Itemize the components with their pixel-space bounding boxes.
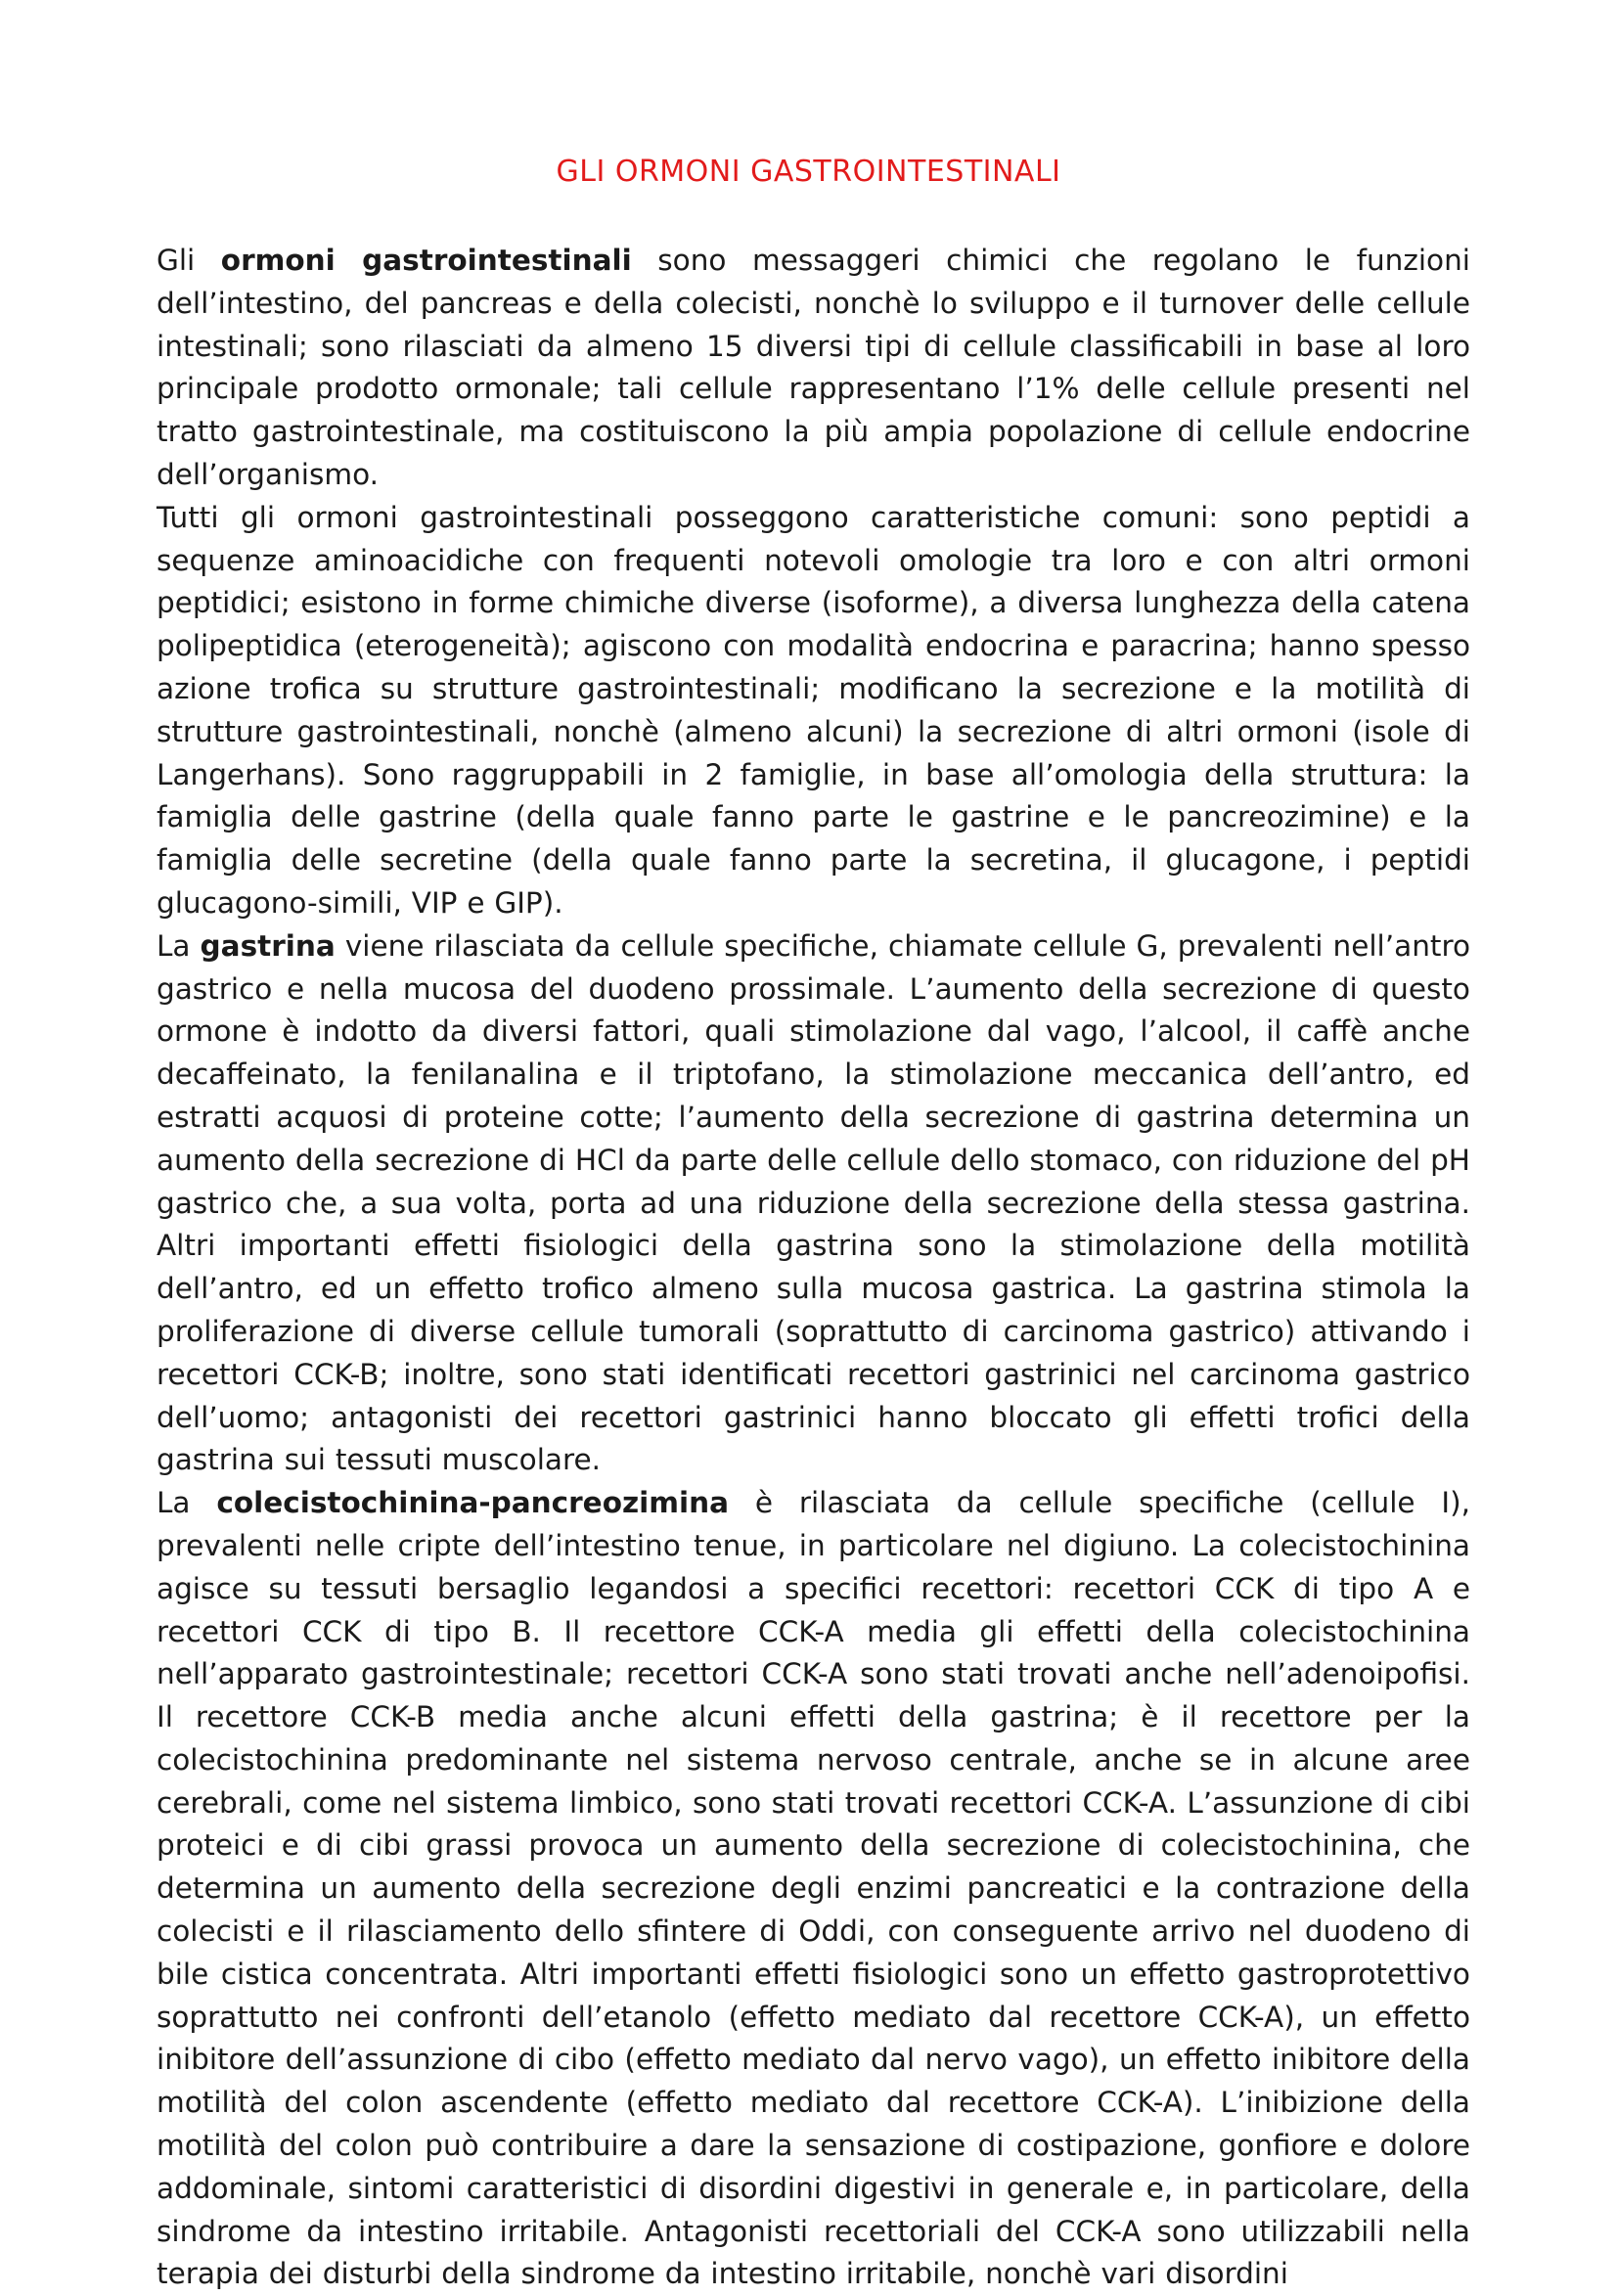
paragraph-colecistochinina-lead: La — [157, 1486, 217, 1520]
paragraph-characteristics-text: Tutti gli ormoni gastrointestinali posseggono caratteristiche comuni: sono peptidi a sequenze aminoacidiche con frequenti notevoli omologie tra loro e con altri ormoni peptidici; esistono in forme chimiche diverse (isoforme), a diversa lunghezza della catena polipeptidica (eterogeneità); agiscono con modalità endocrina e paracrina; hanno spesso azione trofica su strutture gastrointestinali; modificano la secrezione e la motilità di strutture gastrointestinali, nonchè (almeno alcuni) la secrezione di altri ormoni (isole di Langerhans). Sono raggruppabili in 2 famiglie, in base all’omologia della struttura: la famiglia delle gastrine (della quale fanno parte le gastrine e le pancreozimine) e la famiglia delle secretine (della quale fanno parte la secretina, il glucagone, i peptidi glucagono-simili, VIP e GIP). — [157, 500, 1470, 920]
paragraph-gastrina-lead: La — [157, 928, 201, 963]
paragraph-colecistochinina — [157, 1482, 1470, 2296]
term-colecistochinina-pancreozimina: colecistochinina-pancreozimina — [216, 1486, 729, 1520]
paragraph-intro — [157, 240, 1470, 497]
paragraph-gastrina-text: viene rilasciata da cellule specifiche, chiamate cellule G, prevalenti nell’antro gastrico e nella mucosa del duodeno prossimale. L’aumento della secrezione di questo ormone è indotto da diversi fattori, quali stimolazione dal vago, l’alcool, il caffè anche decaffeinato, la fenilanalina e il triptofano, la stimolazione meccanica dell’antro, ed estratti acquosi di proteine cotte; l’aumento della secrezione di gastrina determina un aumento della secrezione di HCl da parte delle cellule dello stomaco, con riduzione del pH gastrico che, a sua volta, porta ad una riduzione della secrezione della stessa gastrina. Altri importanti effetti fisiologici della gastrina sono la stimolazione della motilità dell’antro, ed un effetto trofico almeno sulla mucosa gastrica. La gastrina stimola la proliferazione di diverse cellule tumorali (soprattutto di carcinoma gastrico) attivando i recettori CCK-B; inoltre, sono stati identificati recettori gastrinici nel carcinoma gastrico dell’uomo; antagonisti dei recettori gastrinici hanno bloccato gli effetti trofici della gastrina sui tessuti muscolare. — [157, 928, 1471, 1477]
paragraph-characteristics — [157, 497, 1470, 925]
paragraph-intro-lead: Gli — [157, 244, 221, 277]
document-title: GLI ORMONI GASTROINTESTINALI — [556, 155, 1061, 189]
document-body — [157, 240, 1470, 2296]
term-gastrina: gastrina — [200, 928, 336, 963]
term-ormoni-gastrointestinali: ormoni gastrointestinali — [220, 244, 632, 277]
paragraph-intro-text: sono messaggeri chimici che regolano le funzioni dell’intestino, del pancreas e della colecisti, nonchè lo sviluppo e il turnover delle cellule intestinali; sono rilasciati da almeno 15 diversi tipi di cellule classificabili in base al loro principale prodotto ormonale; tali cellule rappresentano l’1% delle cellule presenti nel tratto gastrointestinale, ma costituiscono la più ampia popolazione di cellule endocrine dell’organismo. — [157, 244, 1470, 491]
paragraph-colecistochinina-text: è rilasciata da cellule specifiche (cellule I), prevalenti nelle cripte dell’intestino tenue, in particolare nel digiuno. La colecistochinina agisce su tessuti bersaglio legandosi a specifici recettori: recettori CCK di tipo A e recettori CCK di tipo B. Il recettore CCK-A media gli effetti della colecistochinina nell’apparato gastrointestinale; recettori CCK-A sono stati trovati anche nell’adenoipofisi. Il recettore CCK-B media anche alcuni effetti della gastrina; è il recettore per la colecistochinina predominante nel sistema nervoso centrale, anche se in alcune aree cerebrali, come nel sistema limbico, sono stati trovati recettori CCK-A. L’assunzione di cibi proteici e di cibi grassi provoca un aumento della secrezione di colecistochinina, che determina un aumento della secrezione degli enzimi pancreatici e la contrazione della colecisti e il rilasciamento dello sfintere di Oddi, con conseguente arrivo nel duodeno di bile cistica concentrata. Altri importanti effetti fisiologici sono un effetto gastroprotettivo soprattutto nei confronti dell’etanolo (effetto mediato dal recettore CCK-A), un effetto inibitore dell’assunzione di cibo (effetto mediato dal nervo vago), un effetto inibitore della motilità del colon ascendente (effetto mediato dal recettore CCK-A). L’inibizione della motilità del colon può contribuire a dare la sensazione di costipazione, gonfiore e dolore addominale, sintomi caratteristici di disordini digestivi in generale e, in particolare, della sindrome da intestino irritabile. Antagonisti recettoriali del CCK-A sono utilizzabili nella terapia dei disturbi della sindrome da intestino irritabile, nonchè vari disordini — [157, 1486, 1470, 2291]
paragraph-gastrina — [157, 925, 1470, 1482]
